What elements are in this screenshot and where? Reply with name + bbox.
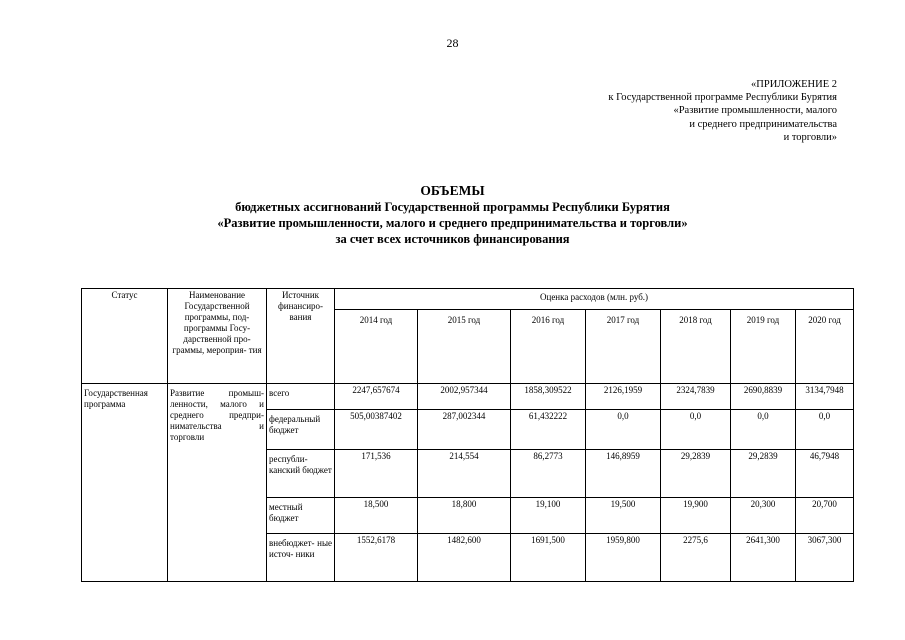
- status-cell: Государственная программа: [82, 384, 168, 582]
- table-row: [82, 384, 854, 410]
- header-year: 2014 год: [335, 310, 418, 384]
- value-cell: 287,002344: [418, 410, 511, 450]
- value-cell: 2324,7839: [661, 384, 731, 410]
- value-cell: 86,2773: [511, 450, 586, 498]
- value-cell: 2275,6: [661, 534, 731, 582]
- header-name: Наименование Государственной программы, под- программы Госу- дарственной про- граммы, мероприя- тия: [168, 289, 267, 384]
- header-year: 2017 год: [586, 310, 661, 384]
- appendix-line: «Развитие промышленности, малого: [673, 105, 837, 117]
- title-heading: ОБЪЕМЫ: [420, 183, 485, 198]
- header-year: 2015 год: [418, 310, 511, 384]
- appendix-line: и среднего предпринимательства: [689, 118, 837, 130]
- value-cell: 3134,7948: [796, 384, 854, 410]
- header-status: Статус: [82, 289, 168, 384]
- value-cell: 19,500: [586, 498, 661, 534]
- value-cell: 1552,6178: [335, 534, 418, 582]
- value-cell: 2247,657674: [335, 384, 418, 410]
- value-cell: 2641,300: [731, 534, 796, 582]
- appendix-line: и торговли»: [783, 131, 837, 143]
- value-cell: 2002,957344: [418, 384, 511, 410]
- value-cell: 46,7948: [796, 450, 854, 498]
- value-cell: 0,0: [586, 410, 661, 450]
- source-cell: республи- канский бюджет: [267, 450, 335, 498]
- appendix-line: к Государственной программе Республики Бурятия: [608, 92, 837, 104]
- page-number: 28: [446, 36, 459, 50]
- value-cell: 146,8959: [586, 450, 661, 498]
- value-cell: 19,900: [661, 498, 731, 534]
- appendix-line: «ПРИЛОЖЕНИЕ 2: [751, 79, 837, 90]
- value-cell: 2126,1959: [586, 384, 661, 410]
- value-cell: 0,0: [796, 410, 854, 450]
- value-cell: 1482,600: [418, 534, 511, 582]
- value-cell: 505,00387402: [335, 410, 418, 450]
- value-cell: 20,300: [731, 498, 796, 534]
- header-year: 2019 год: [731, 310, 796, 384]
- value-cell: 20,700: [796, 498, 854, 534]
- header-estimate: Оценка расходов (млн. руб.): [335, 289, 854, 310]
- value-cell: 214,554: [418, 450, 511, 498]
- header-year: 2018 год: [661, 310, 731, 384]
- value-cell: 171,536: [335, 450, 418, 498]
- value-cell: 1858,309522: [511, 384, 586, 410]
- value-cell: 0,0: [661, 410, 731, 450]
- value-cell: 18,500: [335, 498, 418, 534]
- title-line: за счет всех источников финансирования: [335, 232, 570, 246]
- value-cell: 61,432222: [511, 410, 586, 450]
- value-cell: 1691,500: [511, 534, 586, 582]
- value-cell: 29,2839: [731, 450, 796, 498]
- source-cell: местный бюджет: [267, 498, 335, 534]
- title-line: бюджетных ассигнований Государственной программы Республики Бурятия: [235, 200, 670, 214]
- source-cell: всего: [267, 384, 335, 410]
- budget-table: [81, 288, 854, 582]
- program-name-cell: Развитие промыш- ленности, малого и среднего предпри- нимательства и торговли: [168, 384, 267, 582]
- header-year: 2016 год: [511, 310, 586, 384]
- value-cell: 19,100: [511, 498, 586, 534]
- value-cell: 1959,800: [586, 534, 661, 582]
- value-cell: 29,2839: [661, 450, 731, 498]
- value-cell: 18,800: [418, 498, 511, 534]
- document-title: [0, 183, 905, 247]
- title-line: «Развитие промышленности, малого и среднего предпринимательства и торговли»: [217, 216, 688, 230]
- value-cell: 3067,300: [796, 534, 854, 582]
- header-source: Источник финансиро- вания: [267, 289, 335, 384]
- value-cell: 0,0: [731, 410, 796, 450]
- value-cell: 2690,8839: [731, 384, 796, 410]
- appendix-note: [608, 78, 837, 144]
- source-cell: внебюджет- ные источ- ники: [267, 534, 335, 582]
- source-cell: федеральный бюджет: [267, 410, 335, 450]
- header-year: 2020 год: [796, 310, 854, 384]
